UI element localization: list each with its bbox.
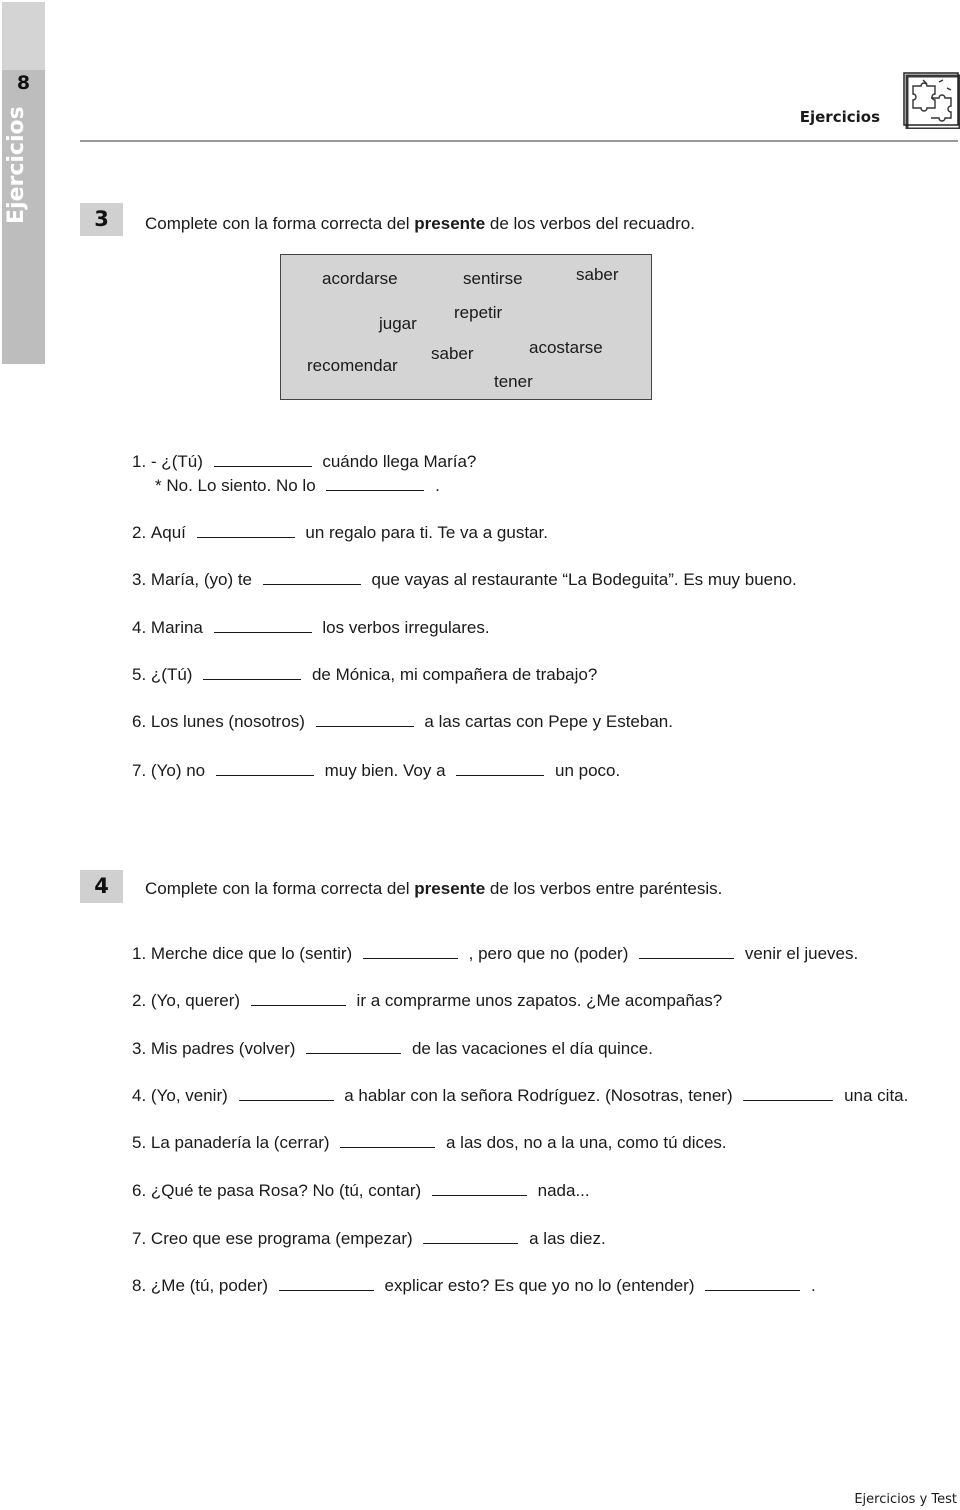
puzzle-icon	[903, 72, 960, 129]
exercise-item: 5. La panadería la (cerrar) a las dos, no a la una, como tú dices.	[132, 1133, 727, 1152]
header-title: Ejercicios	[799, 108, 880, 126]
answer-blank[interactable]	[197, 524, 295, 538]
box-word: acordarse	[322, 269, 398, 288]
answer-blank[interactable]	[456, 762, 544, 776]
answer-blank[interactable]	[639, 945, 734, 959]
box-word: repetir	[454, 303, 503, 322]
answer-blank[interactable]	[326, 477, 424, 491]
answer-blank[interactable]	[743, 1087, 833, 1101]
exercise-item: 1. Merche dice que lo (sentir) , pero que no (poder) venir el jueves.	[132, 944, 859, 963]
answer-blank[interactable]	[705, 1277, 800, 1291]
exercise-item: 5. ¿(Tú) de Mónica, mi compañera de trabajo?	[132, 665, 598, 684]
exercise-item: 8. ¿Me (tú, poder) explicar esto? Es que yo no lo (entender) .	[132, 1276, 816, 1295]
answer-blank[interactable]	[306, 1040, 401, 1054]
exercise-number: 3	[80, 203, 123, 236]
exercise-number: 4	[80, 870, 123, 903]
box-word: saber	[431, 344, 474, 363]
answer-blank[interactable]	[251, 992, 346, 1006]
answer-blank[interactable]	[279, 1277, 374, 1291]
box-word: saber	[576, 265, 619, 284]
answer-blank[interactable]	[203, 666, 301, 680]
answer-blank[interactable]	[432, 1182, 527, 1196]
box-word: tener	[494, 372, 533, 391]
word-box	[280, 254, 652, 400]
answer-blank[interactable]	[263, 571, 361, 585]
exercise-item: 3. María, (yo) te que vayas al restaurante “La Bodeguita”. Es muy bueno.	[132, 570, 797, 589]
exercise-item: 7. Creo que ese programa (empezar) a las diez.	[132, 1229, 606, 1248]
answer-blank[interactable]	[423, 1230, 518, 1244]
box-word: acostarse	[529, 338, 603, 357]
answer-blank[interactable]	[214, 619, 312, 633]
side-tab	[2, 2, 45, 364]
page-number-box	[2, 2, 45, 70]
footer-text: Ejercicios y Test	[854, 1492, 957, 1507]
answer-blank[interactable]	[239, 1087, 334, 1101]
exercise-item: 3. Mis padres (volver) de las vacaciones el día quince.	[132, 1039, 653, 1058]
answer-blank[interactable]	[216, 762, 314, 776]
box-word: jugar	[379, 314, 417, 333]
exercise-item: * No. Lo siento. No lo .	[155, 476, 440, 495]
exercise-item: 6. ¿Qué te pasa Rosa? No (tú, contar) nada...	[132, 1181, 590, 1200]
page-number: 8	[16, 72, 31, 94]
answer-blank[interactable]	[214, 453, 312, 467]
exercise-item: 2. Aquí un regalo para ti. Te va a gustar.	[132, 523, 548, 542]
exercise-instruction: Complete con la forma correcta del presente de los verbos del recuadro.	[145, 214, 695, 233]
exercise-item: 2. (Yo, querer) ir a comprarme unos zapatos. ¿Me acompañas?	[132, 991, 723, 1010]
box-word: recomendar	[307, 356, 398, 375]
box-word: sentirse	[463, 269, 523, 288]
exercise-item: 6. Los lunes (nosotros) a las cartas con Pepe y Esteban.	[132, 712, 673, 731]
section-label: Ejercicios	[4, 106, 29, 224]
exercise-instruction: Complete con la forma correcta del presente de los verbos entre paréntesis.	[145, 879, 723, 898]
answer-blank[interactable]	[363, 945, 458, 959]
exercise-item: 4. Marina los verbos irregulares.	[132, 618, 490, 637]
exercise-item: 4. (Yo, venir) a hablar con la señora Rodríguez. (Nosotras, tener) una cita.	[132, 1086, 909, 1105]
exercise-item: 1. - ¿(Tú) cuándo llega María?	[132, 452, 477, 471]
answer-blank[interactable]	[340, 1134, 435, 1148]
exercise-item: 7. (Yo) no muy bien. Voy a un poco.	[132, 761, 621, 780]
answer-blank[interactable]	[316, 713, 414, 727]
header-rule	[80, 140, 958, 142]
